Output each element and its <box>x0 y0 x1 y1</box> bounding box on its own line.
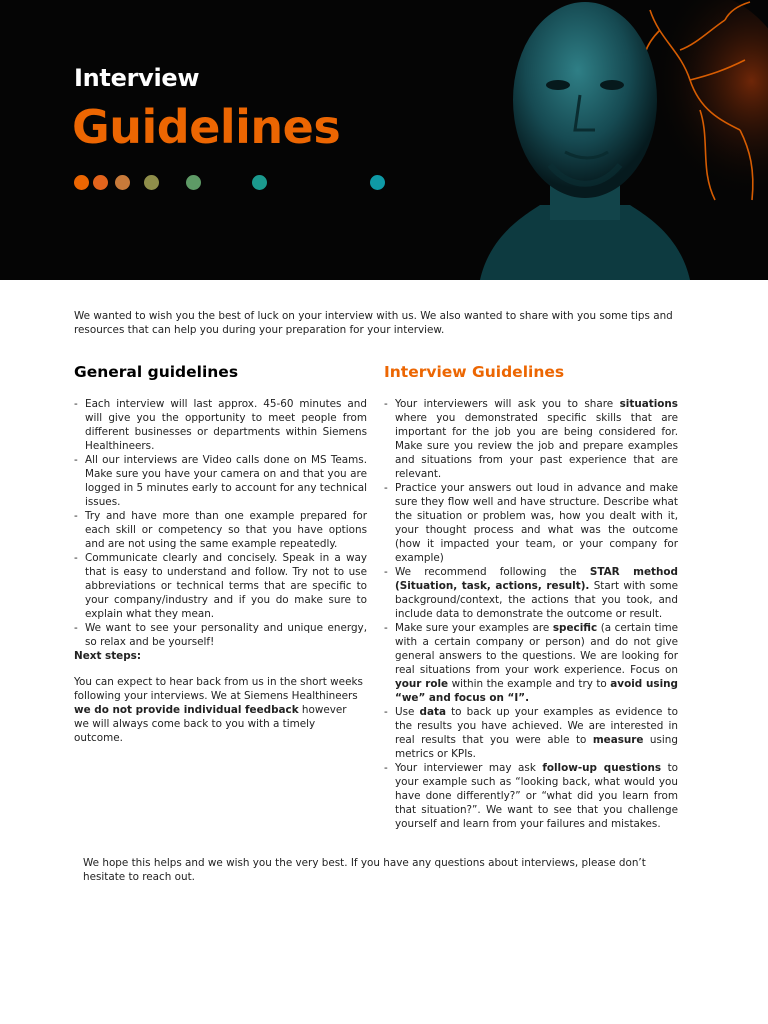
header-banner <box>0 0 768 280</box>
bold-text: data <box>419 706 446 718</box>
list-item <box>384 621 678 705</box>
next-steps-text: You can expect to hear back from us in the short weeks following your interviews. We at Siemens Healthineers <box>74 676 363 702</box>
list-item <box>384 397 678 481</box>
list-item: - Each interview will last approx. 45-60 minutes and will give you the opportunity to meet people from different businesses or departments within Siemens Healthineers. <box>74 397 367 453</box>
text: Make sure your examples are <box>395 622 553 634</box>
list-item <box>384 705 678 761</box>
decor-dot-3 <box>115 175 130 190</box>
list-item <box>384 565 678 621</box>
portrait-image <box>440 0 768 280</box>
next-steps-paragraph <box>74 675 364 745</box>
list-item <box>384 481 678 565</box>
bold-text: avoid using “we” and focus on “I”. <box>395 678 678 704</box>
list-item: - We want to see your personality and unique energy, so relax and be yourself! <box>74 621 367 649</box>
general-guidelines-heading: General guidelines <box>74 363 239 381</box>
text: Start with some background/context, the actions that you took, and include data to demonstrate the outcome or result. <box>395 580 678 620</box>
general-guidelines-list <box>74 397 367 649</box>
next-steps-label: Next steps: <box>74 650 142 662</box>
decor-dot-2 <box>93 175 108 190</box>
decor-dot-1 <box>74 175 89 190</box>
title-big: Guidelines <box>72 100 341 154</box>
bold-text: specific <box>552 622 598 634</box>
bold-text: STAR method (Situation, task, actions, result). <box>395 566 678 592</box>
bold-text: your role <box>395 678 449 690</box>
list-item <box>384 761 678 831</box>
text: (a certain time with a certain company or person) and do not give general answers to the questions. We are looking for real situations from your work experience. Focus on <box>395 622 678 676</box>
decor-dot-7 <box>370 175 385 190</box>
text: using metrics or KPIs. <box>395 734 678 760</box>
title-small: Interview <box>74 64 200 92</box>
list-item: - Communicate clearly and concisely. Speak in a way that is easy to understand and follow. Try not to use abbreviations or technical terms that are specific to your company/industry and if you do make sure to explain what they mean. <box>74 551 367 621</box>
next-steps-text-end: however we will always come back to you with a timely outcome. <box>74 704 347 744</box>
interview-guidelines-list <box>384 397 678 831</box>
bold-text: measure <box>592 734 644 746</box>
list-item: - All our interviews are Video calls done on MS Teams. Make sure you have your camera on and that you are logged in 5 minutes early to account for any technical issues. <box>74 453 367 509</box>
text: within the example and try to <box>448 678 611 690</box>
text: to your example such as “looking back, what would you have done differently?” or “what did you learn from that situation?”. We want to see that you challenge yourself and learn from your failures and mistakes. <box>395 762 678 830</box>
text: where you demonstrated specific skills that are important for the job you are being considered for. Make sure you review the job and prepare examples and situations from your past experience that are relevant. <box>395 412 678 480</box>
next-steps-bold: we do not provide individual feedback <box>74 704 299 716</box>
intro-paragraph: We wanted to wish you the best of luck on your interview with us. We also wanted to share with you some tips and resources that can help you during your preparation for your interview. <box>74 310 673 336</box>
closing-paragraph: We hope this helps and we wish you the very best. If you have any questions about interviews, please don’t hesitate to reach out. <box>83 857 646 883</box>
text: Practice your answers out loud in advance and make sure they flow well and have structure. Describe what the situation or problem was, how you dealt with it, your thought process and what was the outcome (how it impacted your team, or your company for example) <box>395 482 678 564</box>
interview-guidelines-heading: Interview Guidelines <box>384 363 565 381</box>
text: Use <box>395 706 420 718</box>
text: to back up your examples as evidence to the results you have achieved. We are interested in real results that you were able to <box>395 706 678 746</box>
decor-dot-4 <box>144 175 159 190</box>
text: Your interviewer may ask <box>395 762 543 774</box>
bold-text: follow-up questions <box>542 762 662 774</box>
text: Your interviewers will ask you to share <box>395 398 620 410</box>
bold-text: situations <box>619 398 678 410</box>
list-item: - Try and have more than one example prepared for each skill or competency so that you have options and are not using the same example repeatedly. <box>74 509 367 551</box>
decor-dot-5 <box>186 175 201 190</box>
text: We recommend following the <box>395 566 590 578</box>
decor-dot-6 <box>252 175 267 190</box>
